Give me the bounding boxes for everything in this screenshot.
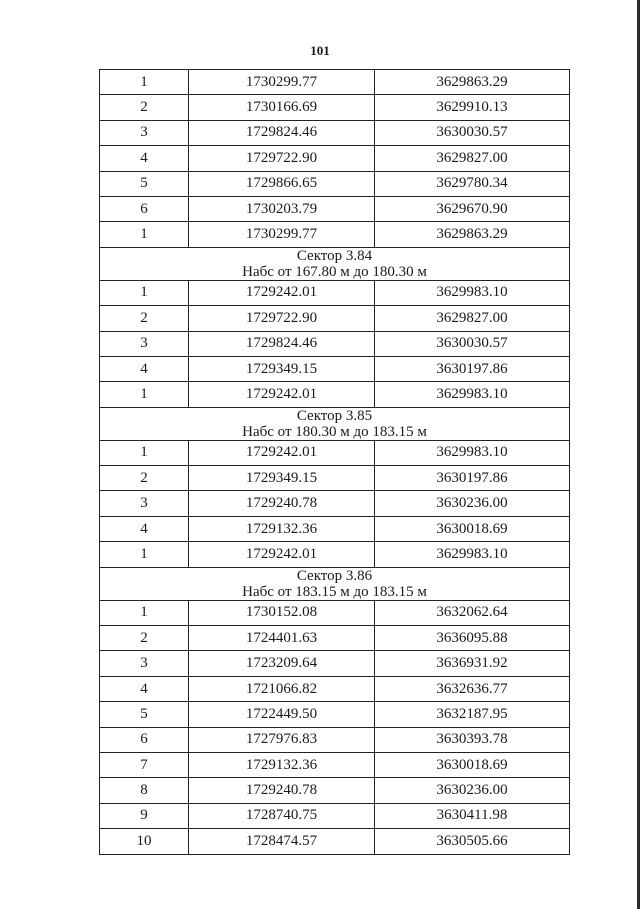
coordinate-y: 3630393.78: [375, 727, 570, 752]
coordinate-x: 1722449.50: [189, 702, 375, 727]
coordinate-y: 3636931.92: [375, 651, 570, 676]
coordinate-x: 1730203.79: [189, 196, 375, 221]
point-number: 4: [100, 516, 189, 541]
coordinate-x: 1730299.77: [189, 222, 375, 247]
point-number: 2: [100, 466, 189, 491]
table-row: [100, 146, 570, 171]
coordinate-y: 3630030.57: [375, 120, 570, 145]
point-number: 8: [100, 778, 189, 803]
point-number: 4: [100, 146, 189, 171]
coordinate-x: 1729132.36: [189, 752, 375, 777]
table-row: [100, 306, 570, 331]
coordinate-x: 1729349.15: [189, 356, 375, 381]
coordinate-x: 1728740.75: [189, 803, 375, 828]
coordinate-y: 3629827.00: [375, 146, 570, 171]
coordinate-x: 1729242.01: [189, 542, 375, 567]
coordinate-y: 3629827.00: [375, 306, 570, 331]
point-number: 5: [100, 171, 189, 196]
coordinate-x: 1729240.78: [189, 778, 375, 803]
point-number: 5: [100, 702, 189, 727]
coordinate-x: 1729242.01: [189, 382, 375, 407]
point-number: 1: [100, 222, 189, 247]
coordinate-x: 1729242.01: [189, 440, 375, 465]
coordinate-y: 3629910.13: [375, 95, 570, 120]
coordinate-x: 1730299.77: [189, 70, 375, 95]
coordinate-x: 1724401.63: [189, 626, 375, 651]
table-row: [100, 626, 570, 651]
point-number: 3: [100, 331, 189, 356]
coordinate-x: 1729242.01: [189, 280, 375, 305]
table-row: [100, 382, 570, 407]
coordinate-x: 1723209.64: [189, 651, 375, 676]
table-row: [100, 752, 570, 777]
table-row: [100, 829, 570, 854]
coordinate-y: 3630411.98: [375, 803, 570, 828]
coordinate-x: 1729349.15: [189, 466, 375, 491]
point-number: 7: [100, 752, 189, 777]
sector-elevation-range: Набс от 167.80 м до 180.30 м: [242, 263, 427, 280]
coordinate-x: 1730166.69: [189, 95, 375, 120]
coordinate-x: 1728474.57: [189, 829, 375, 854]
point-number: 6: [100, 196, 189, 221]
point-number: 1: [100, 280, 189, 305]
point-number: 1: [100, 382, 189, 407]
sector-elevation-range: Набс от 183.15 м до 183.15 м: [242, 583, 427, 600]
sector-header-row: [100, 567, 570, 600]
coordinate-y: 3629670.90: [375, 196, 570, 221]
coordinate-x: 1729240.78: [189, 491, 375, 516]
coordinate-x: 1727976.83: [189, 727, 375, 752]
sector-header-row: [100, 407, 570, 440]
coordinate-x: 1729824.46: [189, 331, 375, 356]
coordinate-y: 3632636.77: [375, 676, 570, 701]
sector-title: Сектор 3.85: [296, 407, 373, 424]
coordinate-y: 3630018.69: [375, 752, 570, 777]
table-row: [100, 70, 570, 95]
coordinate-y: 3630018.69: [375, 516, 570, 541]
coordinates-table-body: [100, 70, 570, 855]
point-number: 1: [100, 70, 189, 95]
coordinate-y: 3629983.10: [375, 542, 570, 567]
sector-title: Сектор 3.86: [296, 567, 373, 584]
coordinate-y: 3629983.10: [375, 280, 570, 305]
coordinate-y: 3629863.29: [375, 70, 570, 95]
table-row: [100, 516, 570, 541]
coordinate-y: 3630505.66: [375, 829, 570, 854]
table-row: [100, 727, 570, 752]
point-number: 2: [100, 626, 189, 651]
point-number: 3: [100, 491, 189, 516]
sector-header: [100, 567, 570, 600]
coordinate-x: 1729824.46: [189, 120, 375, 145]
table-row: [100, 778, 570, 803]
coordinate-y: 3636095.88: [375, 626, 570, 651]
table-row: [100, 600, 570, 625]
coordinates-table: [99, 69, 570, 855]
table-row: [100, 120, 570, 145]
point-number: 1: [100, 542, 189, 567]
sector-header: [100, 407, 570, 440]
coordinate-y: 3630236.00: [375, 778, 570, 803]
table-row: [100, 95, 570, 120]
point-number: 1: [100, 440, 189, 465]
table-row: [100, 331, 570, 356]
sector-elevation-range: Набс от 180.30 м до 183.15 м: [242, 423, 427, 440]
point-number: 4: [100, 356, 189, 381]
table-row: [100, 466, 570, 491]
point-number: 2: [100, 306, 189, 331]
coordinate-x: 1729132.36: [189, 516, 375, 541]
coordinate-x: 1729722.90: [189, 306, 375, 331]
sector-title: Сектор 3.84: [296, 247, 373, 264]
table-row: [100, 803, 570, 828]
coordinate-y: 3629983.10: [375, 440, 570, 465]
coordinate-x: 1730152.08: [189, 600, 375, 625]
table-row: [100, 196, 570, 221]
sector-header: [100, 247, 570, 280]
point-number: 9: [100, 803, 189, 828]
point-number: 3: [100, 651, 189, 676]
coordinate-y: 3630030.57: [375, 331, 570, 356]
coordinate-y: 3630197.86: [375, 356, 570, 381]
table-row: [100, 171, 570, 196]
coordinate-y: 3630236.00: [375, 491, 570, 516]
table-row: [100, 651, 570, 676]
coordinate-y: 3632187.95: [375, 702, 570, 727]
coordinate-y: 3629863.29: [375, 222, 570, 247]
point-number: 2: [100, 95, 189, 120]
coordinate-x: 1729722.90: [189, 146, 375, 171]
point-number: 4: [100, 676, 189, 701]
coordinate-x: 1729866.65: [189, 171, 375, 196]
point-number: 3: [100, 120, 189, 145]
sector-header-row: [100, 247, 570, 280]
table-row: [100, 542, 570, 567]
page-number: 101: [310, 43, 330, 58]
point-number: 1: [100, 600, 189, 625]
point-number: 10: [100, 829, 189, 854]
table-row: [100, 491, 570, 516]
table-row: [100, 676, 570, 701]
table-row: [100, 356, 570, 381]
point-number: 6: [100, 727, 189, 752]
table-row: [100, 222, 570, 247]
table-row: [100, 280, 570, 305]
coordinate-y: 3630197.86: [375, 466, 570, 491]
table-row: [100, 440, 570, 465]
coordinate-y: 3629983.10: [375, 382, 570, 407]
coordinate-y: 3629780.34: [375, 171, 570, 196]
coordinate-y: 3632062.64: [375, 600, 570, 625]
table-row: [100, 702, 570, 727]
coordinate-x: 1721066.82: [189, 676, 375, 701]
